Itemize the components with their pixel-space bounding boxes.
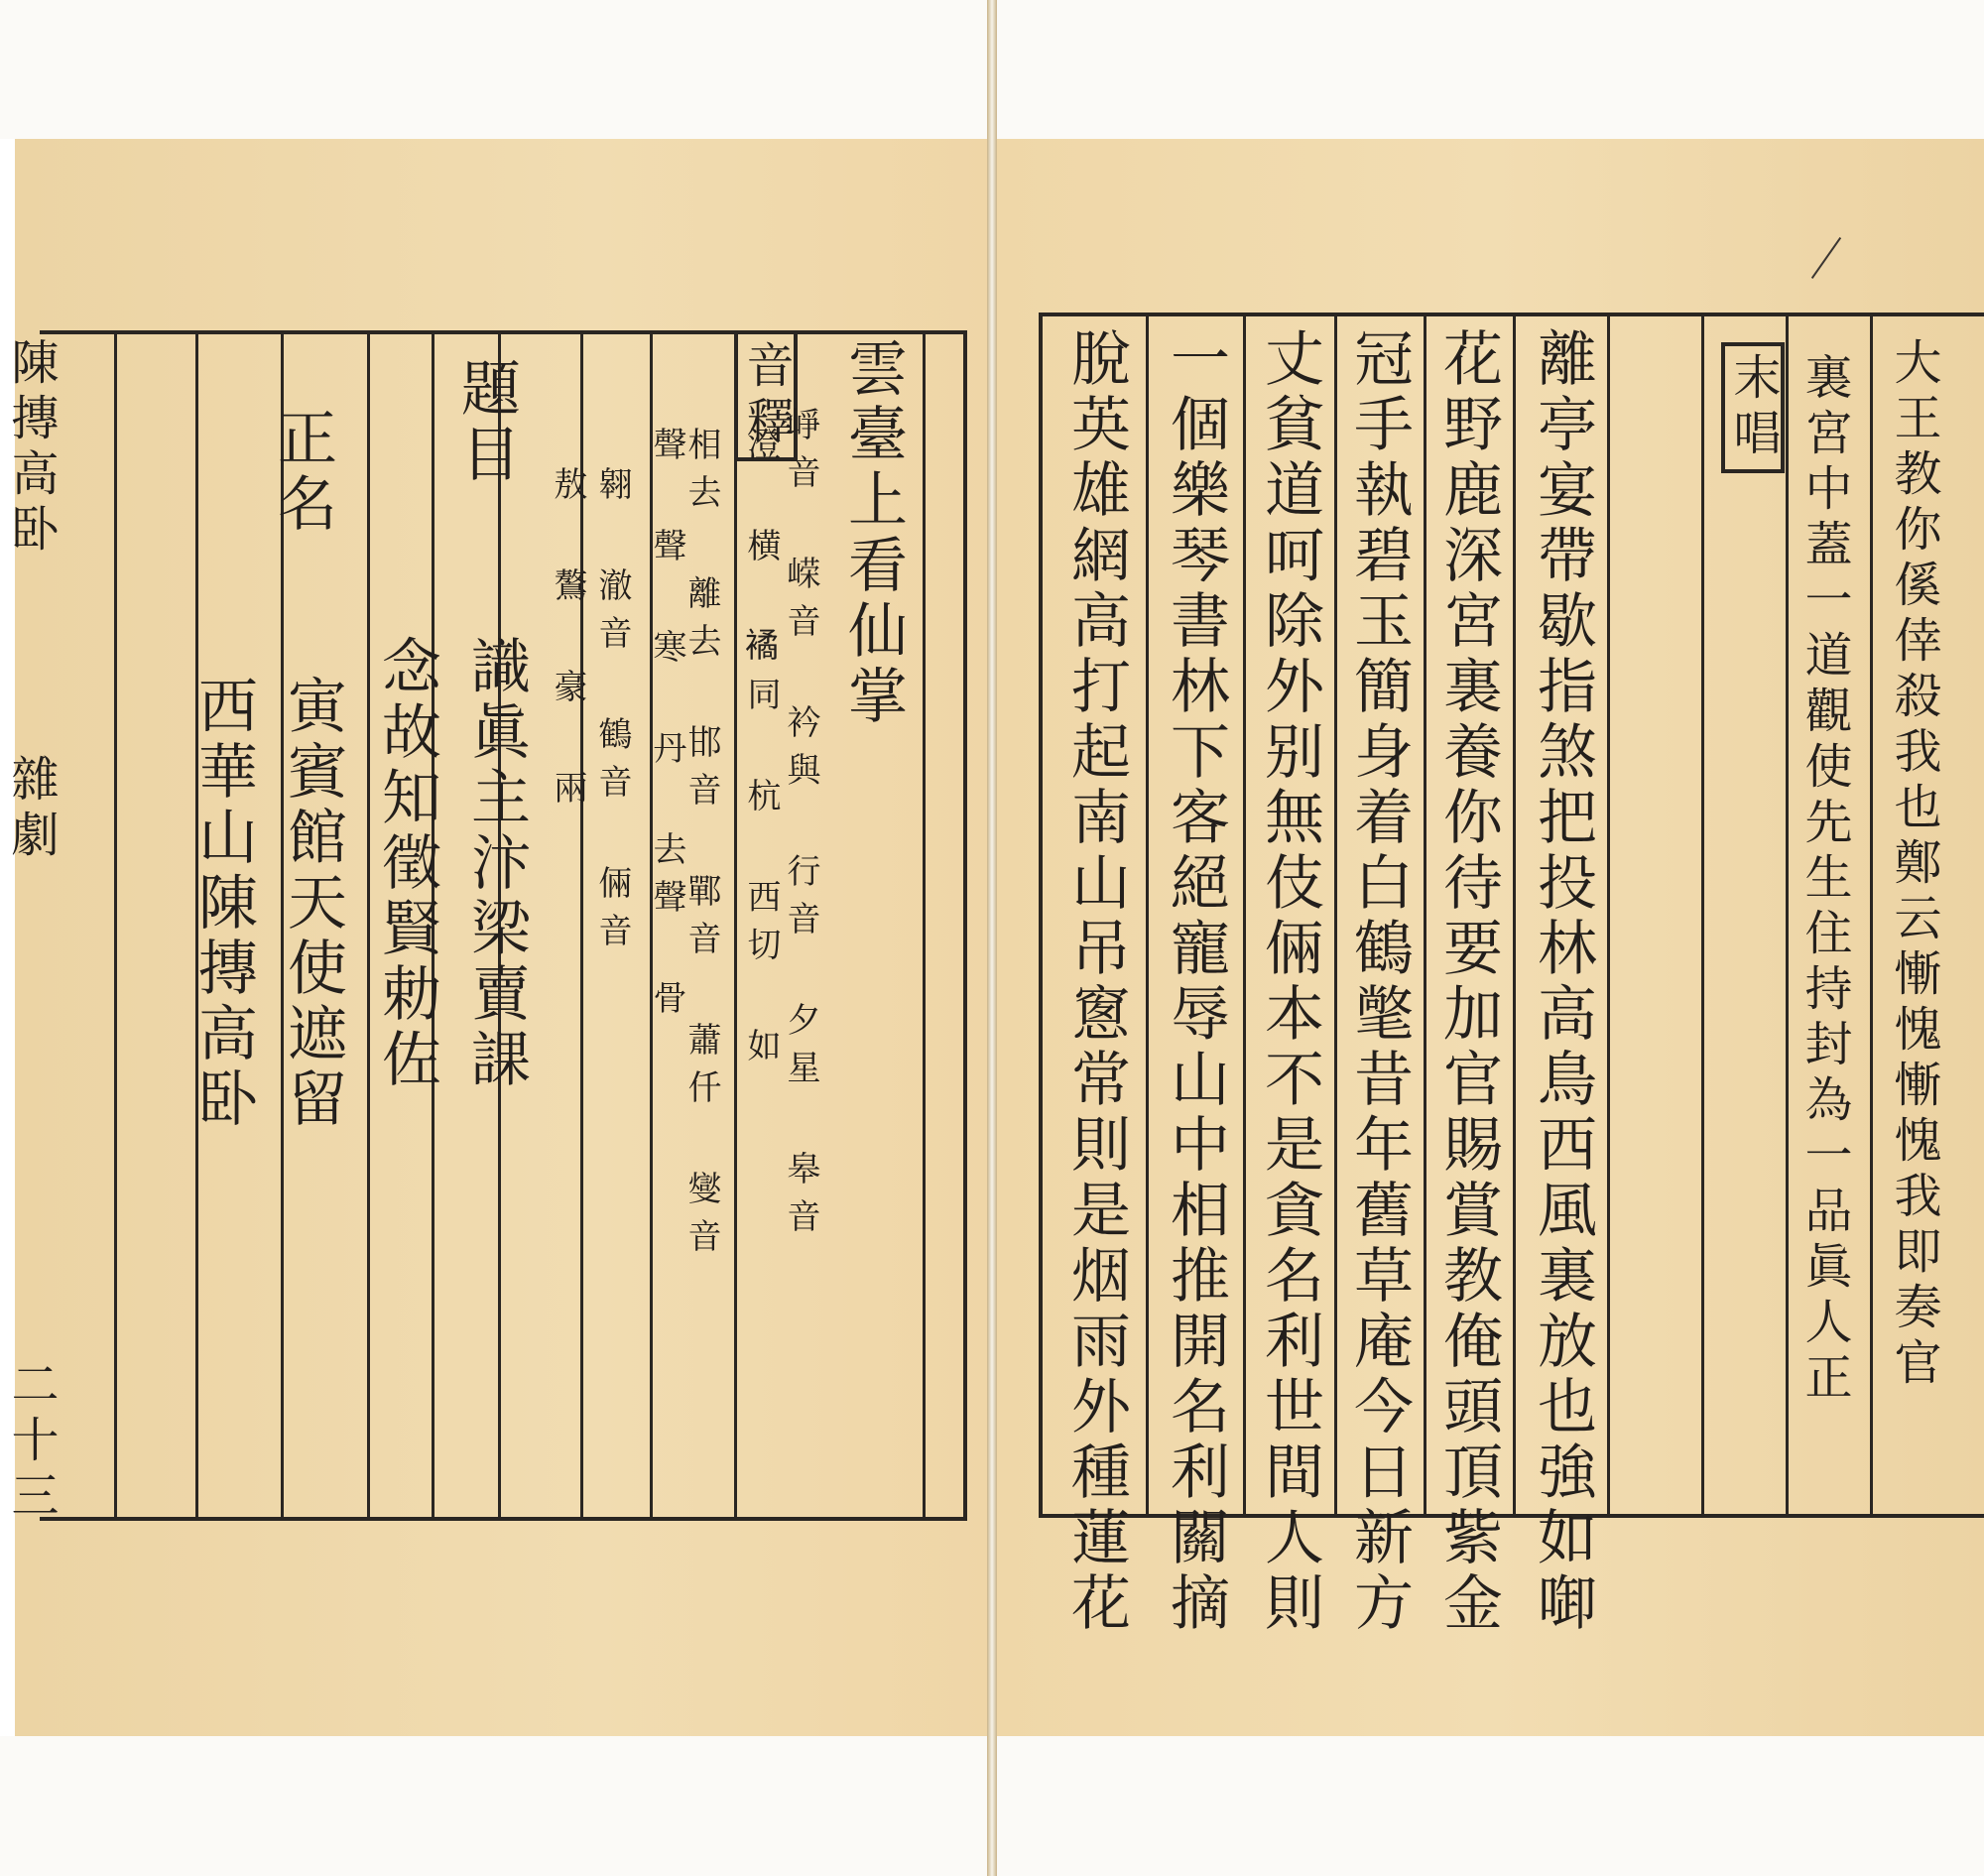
right-rule	[1513, 314, 1516, 1515]
right-rule	[1243, 314, 1246, 1515]
role-label: 末唱	[1721, 342, 1785, 473]
verse-line: 冠手執碧玉簡身着白鶴氅昔年舊草庵今日新方	[1344, 327, 1414, 1637]
right-rule	[1424, 314, 1426, 1515]
left-margin-title: 陳摶高卧	[3, 337, 59, 560]
glossary-line: 澄 横 𧝃同 杭 西切 如	[741, 427, 781, 1075]
right-rule	[1607, 314, 1610, 1515]
left-page	[3, 139, 987, 1736]
section-heading-zhengming: 正名	[268, 407, 337, 538]
right-rule	[1146, 314, 1149, 1515]
book-gutter	[987, 0, 997, 1876]
verse-line: 花野鹿深宮裏養你待要加官賜賞教俺頭頂紫金	[1433, 327, 1503, 1637]
right-rule	[1786, 314, 1789, 1515]
left-rule	[367, 332, 370, 1518]
right-rule	[1334, 314, 1337, 1515]
glossary-line: 翱 澈音 鶴音 倆音	[592, 466, 632, 960]
verse-line: 丈貧道呵除外别無伎倆本不是貪名利世間人則	[1255, 327, 1324, 1637]
dialogue-line: 裏宮中蓋一道觀使先生住持封為一品眞人正	[1797, 352, 1852, 1408]
glossary-line: 崢音 嵘音 衿與 行音 夕星 皋音	[781, 407, 820, 1246]
verse-line: 脫英雄網高打起南山吊窻常則是烟雨外種蓮花	[1061, 327, 1131, 1637]
glossary-line: 相去 離去 邯音 鄲音 蕭仟 燮音	[682, 427, 721, 1266]
title-line: 念故知徵賢勅佐	[372, 635, 441, 1093]
glossary-line: 聲 聲 寒 丹 去聲 骨	[647, 427, 686, 1028]
verse-line: 雲臺上看仙掌	[838, 337, 908, 730]
left-rule	[923, 332, 926, 1518]
right-rule	[1870, 314, 1873, 1515]
verse-line: 離亭宴帶歇指煞把投林高鳥西風裏放也強如啣	[1528, 327, 1597, 1637]
section-heading-timu: 題目	[451, 357, 521, 488]
right-rule	[1701, 314, 1704, 1515]
left-rule	[734, 332, 737, 1518]
left-rule	[114, 332, 117, 1518]
dialogue-line: 大王教你傒倖殺我也鄭云慚愧慚愧我即奏官	[1886, 337, 1941, 1393]
ink-mark	[1811, 237, 1841, 279]
title-line: 西華山陳摶高卧	[188, 675, 258, 1133]
title-line: 識眞主汴梁賣課	[461, 635, 531, 1093]
verse-line: 一個樂琴書林下客絕寵辱山中相推開名利關摘	[1161, 327, 1230, 1637]
glossary-heading: 音釋	[734, 330, 798, 461]
left-margin-section: 雜劇	[3, 754, 59, 865]
left-margin-page-number: 二十三	[3, 1359, 59, 1526]
title-line: 寅賓館天使遮留	[278, 675, 347, 1133]
glossary-line: 敖 鷔 豪 兩	[548, 466, 587, 817]
right-page	[997, 139, 1984, 1736]
